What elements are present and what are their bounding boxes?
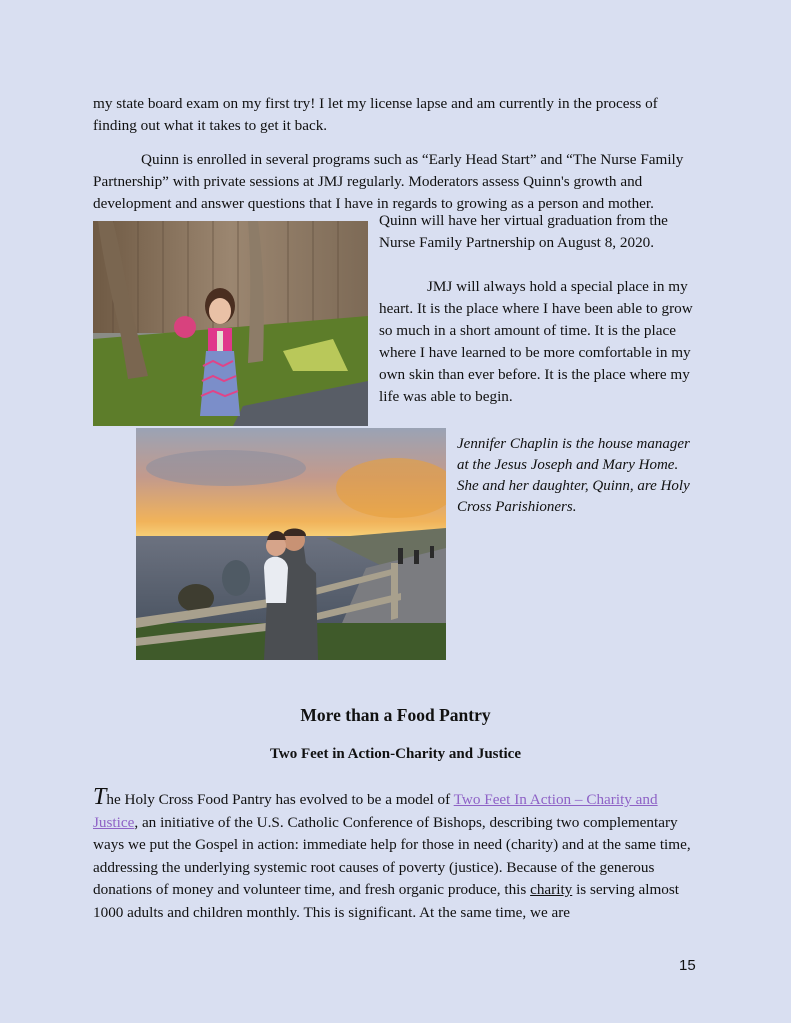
section-title: More than a Food Pantry [300, 705, 491, 725]
paragraph-jmj: JMJ will always hold a special place in my heart. It is the place where I have been able to grow so much in a short amount of time. It is the place where I have learned to be more comfortable in my own skin than ever before. It is the place where my life was able to begin. [379, 278, 693, 405]
pantry-text-1: he Holy Cross Food Pantry has evolved to be a model of [106, 791, 454, 808]
pantry-text-2: , an initiative of the U.S. Catholic Conference of Bishops, describing two complementary ways we put the Gospel in action: immediate help for those in need (charity) and at the same time, addressing the underlying systemic root causes of poverty (justice). Because of the generous donations of money and volunteer time, and fresh organic produce, this [93, 813, 691, 898]
photo-girl-with-flower [93, 221, 368, 426]
drop-cap: T [93, 784, 107, 810]
page-number: 15 [679, 957, 696, 974]
paragraph-food-pantry [93, 784, 703, 924]
photo-mother-daughter-sunset [136, 428, 446, 660]
photo-caption: Jennifer Chaplin is the house manager at the Jesus Joseph and Mary Home. She and her daughter, Quinn, are Holy Cross Parishioners. [457, 436, 690, 515]
paragraph-right-column [379, 210, 699, 408]
two-feet-in-action-link[interactable]: Two Feet In Action – Charity and Justice [93, 791, 658, 831]
paragraph-graduation: Quinn will have her virtual graduation from the Nurse Family Partnership on August 8, 2020. [379, 212, 668, 251]
charity-underlined-word: charity [530, 881, 573, 898]
section-subtitle: Two Feet in Action-Charity and Justice [270, 746, 521, 762]
paragraph-quinn-programs: Quinn is enrolled in several programs such as “Early Head Start” and “The Nurse Family Partnership” with private sessions at JMJ regularly. Moderators assess Quinn's growth and development and answer questions that I have in regards to growing as a person and mother. [93, 151, 684, 212]
pantry-text-3: is serving almost 1000 adults and children monthly. This is significant. At the same time, we are [93, 881, 679, 921]
paragraph-license: my state board exam on my first try! I let my license lapse and am currently in the process of finding out what it takes to get it back. [93, 95, 658, 134]
